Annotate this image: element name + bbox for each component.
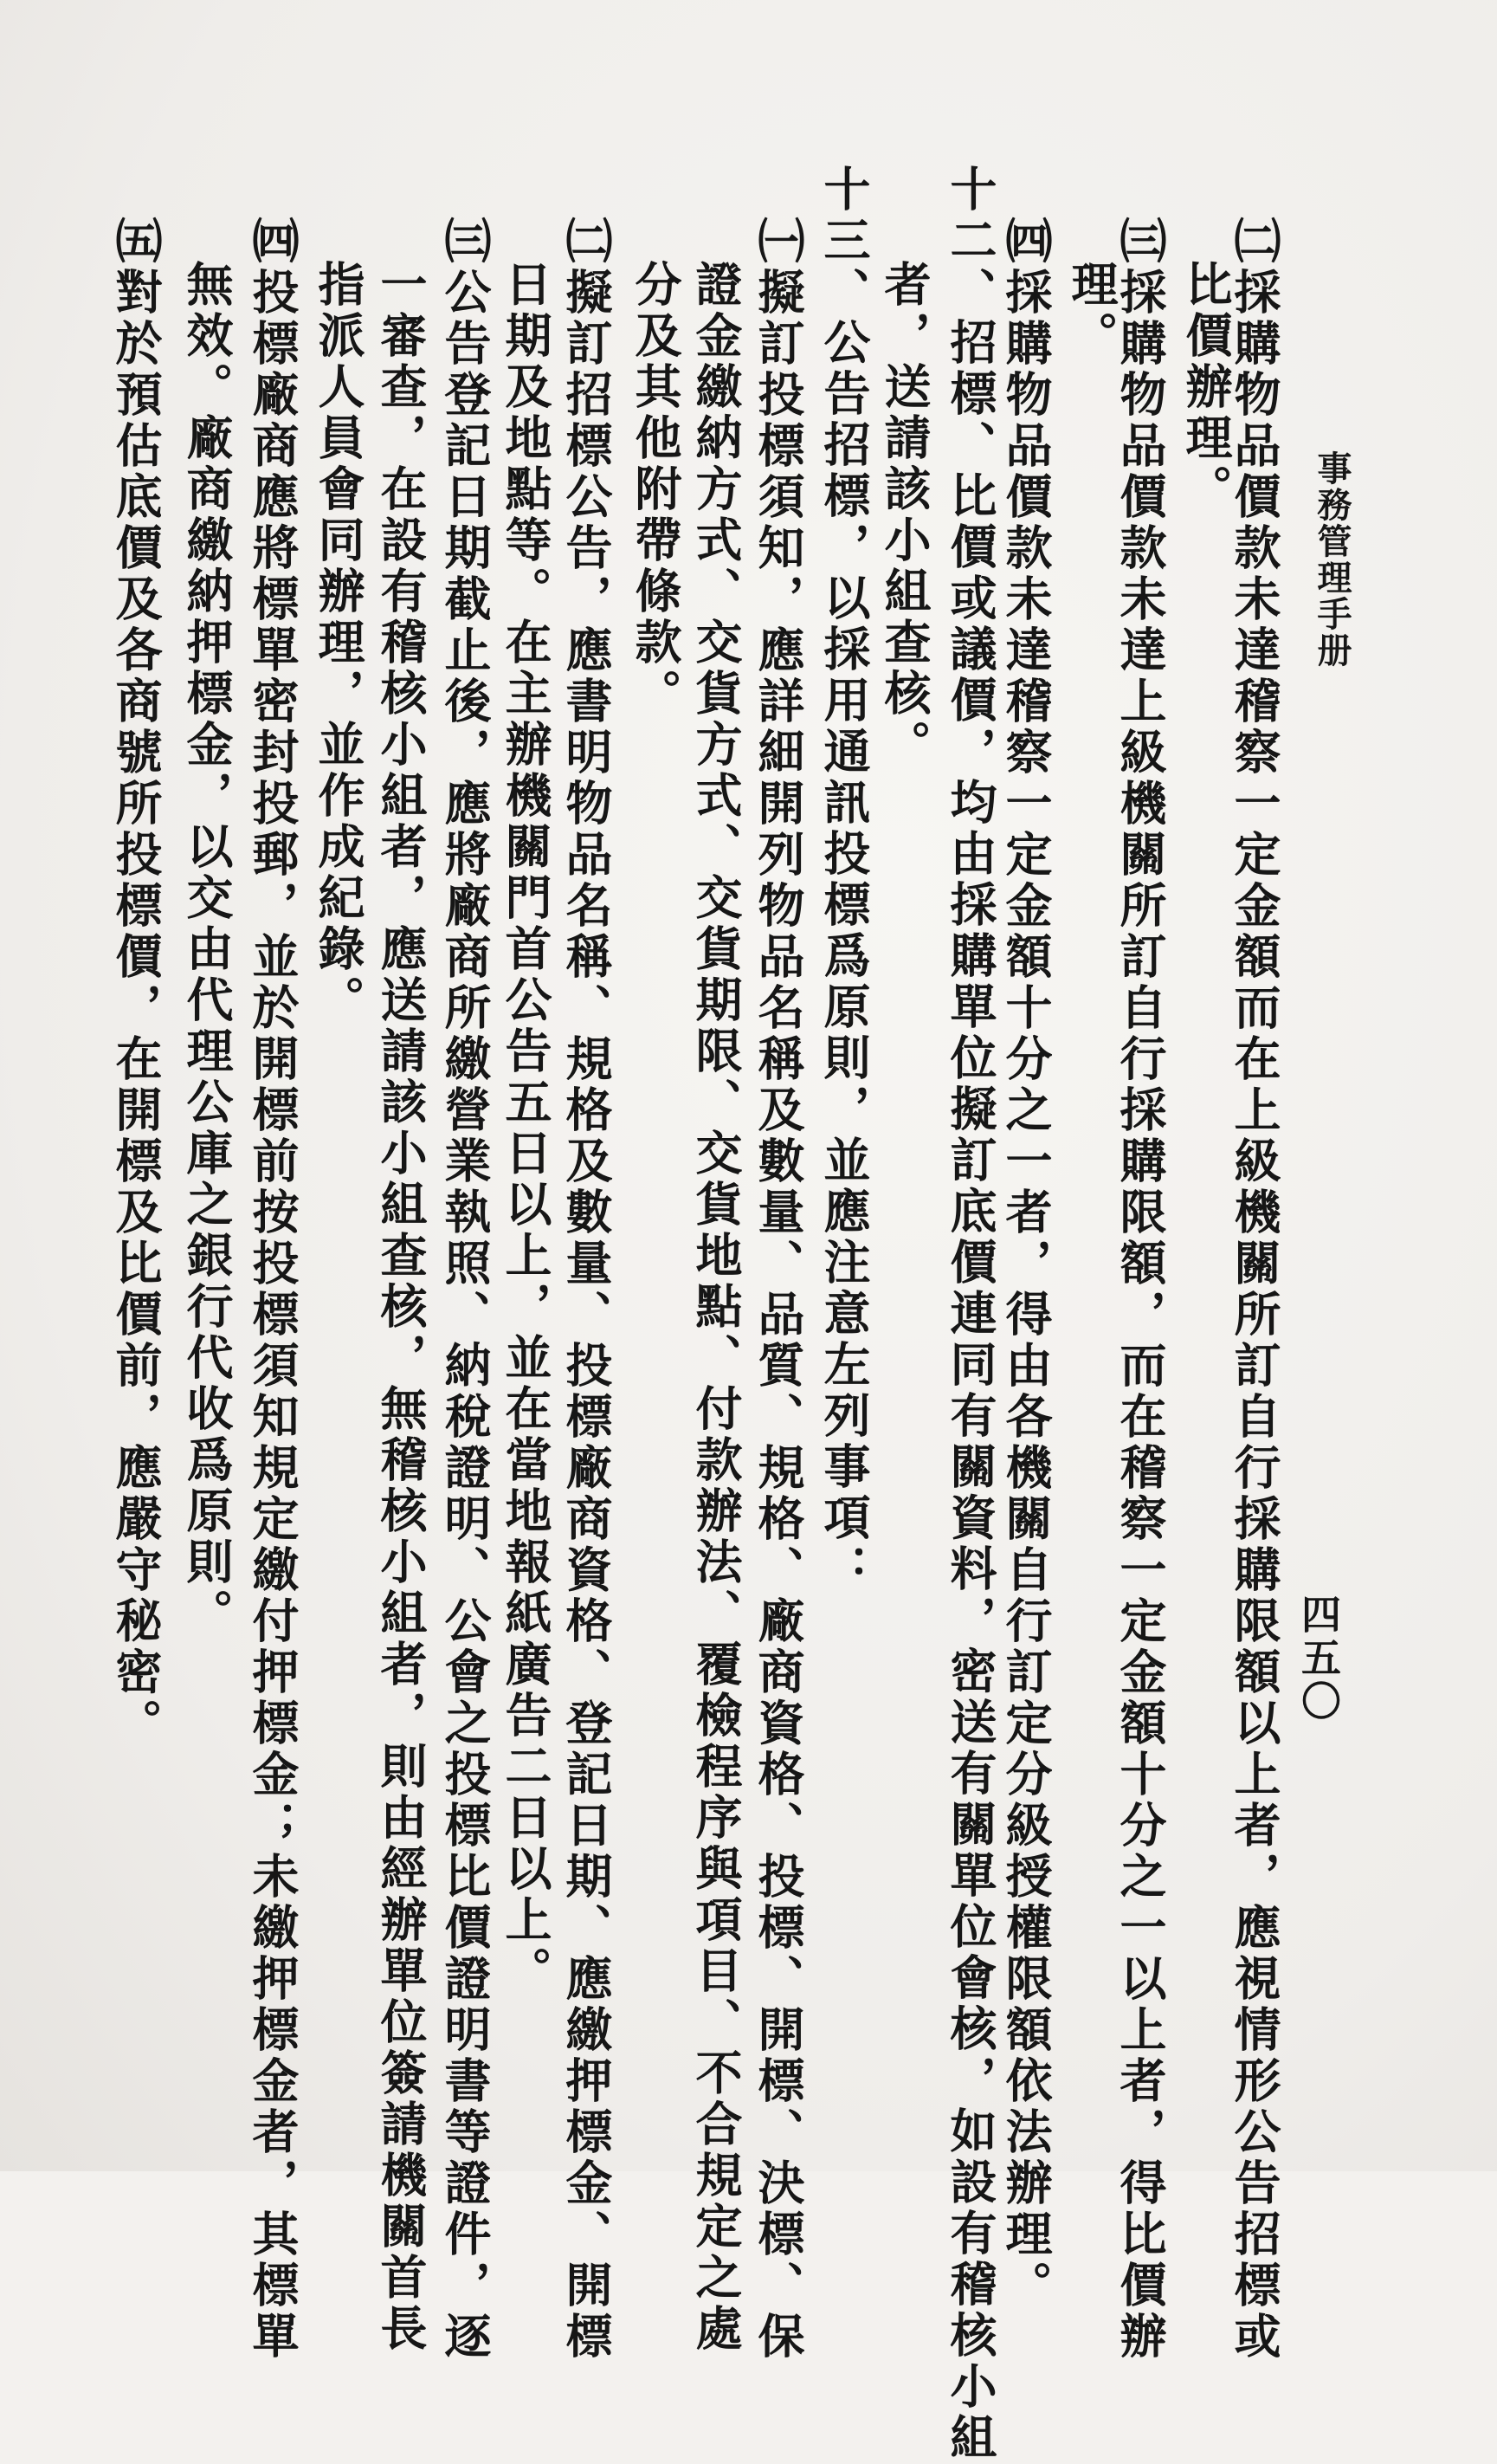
text-column-3: ㈢採購物品價款未達上級機關所訂自行採購限額，而在稽察一定金額十分之一以上者，得比價辦 [1113, 217, 1168, 2363]
text-column-12: ㈡擬訂招標公告，應書明物品名稱、規格及數量、投標廠商資格、登記日期、應繳押標金、開標 [558, 217, 614, 2363]
text-column-1: ㈡採購物品價款未達稽察一定金額而在上級機關所訂自行採購限額以上者，應視情形公告招標或 [1227, 217, 1282, 2363]
text-column-11: 分及其他附帶條款。 [628, 260, 683, 720]
text-column-5: ㈣採購物品價款未達稽察一定金額十分之一者，得由各機關自行訂定分級授權限額依法辦理。 [998, 217, 1054, 2312]
text-column-17: ㈣投標廠商應將標單密封投郵，並於開標前按投標須知規定繳付押標金；未繳押標金者，其標單 [245, 217, 300, 2363]
text-column-9: ㈠擬訂投標須知，應詳細開列物品名稱及數量、品質、規格、廠商資格、投標、開標、決標、保 [751, 217, 806, 2363]
text-column-15: 一審查，在設有稽核小組者，應送請該小組查核，無稽核小組者，則由經辦單位簽請機關首長 [373, 260, 429, 2355]
text-column-14: ㈢公告登記日期截止後，應將廠商所繳營業執照、納稅證明、公會之投標比價證明書等證件，逐 [437, 217, 493, 2363]
running-header-title: 事務管理手册 [1312, 450, 1352, 669]
text-column-13: 日期及地點等。在主辦機關門首公告五日以上，並在當地報紙廣告二日以上。 [498, 260, 553, 1997]
text-column-6: 十二、招標、比價或議價，均由採購單位擬訂底價連同有關資料，密送有關單位會核，如設有稽核小組 [943, 165, 998, 2464]
text-column-7: 者，送請該小組查核。 [877, 260, 932, 771]
text-column-18: 無效。廠商繳納押標金，以交由代理公庫之銀行代收爲原則。 [179, 260, 235, 1639]
text-column-10: 證金繳納方式、交貨方式、交貨期限、交貨地點、付款辦法、覆檢程序與項目、不合規定之處 [688, 260, 744, 2355]
page-number: 四五〇 [1295, 1594, 1342, 1724]
text-column-4: 理。 [1064, 260, 1120, 362]
text-column-2: 比價辦理。 [1178, 260, 1234, 515]
text-column-19: ㈤對於預估底價及各商號所投標價，在開標及比價前，應嚴守秘密。 [108, 217, 164, 1749]
text-column-16: 指派人員會同辦理，並作成紀錄。 [311, 260, 366, 1026]
text-column-8: 十三、公告招標，以採用通訊投標爲原則，並應注意左列事項： [816, 165, 872, 1595]
